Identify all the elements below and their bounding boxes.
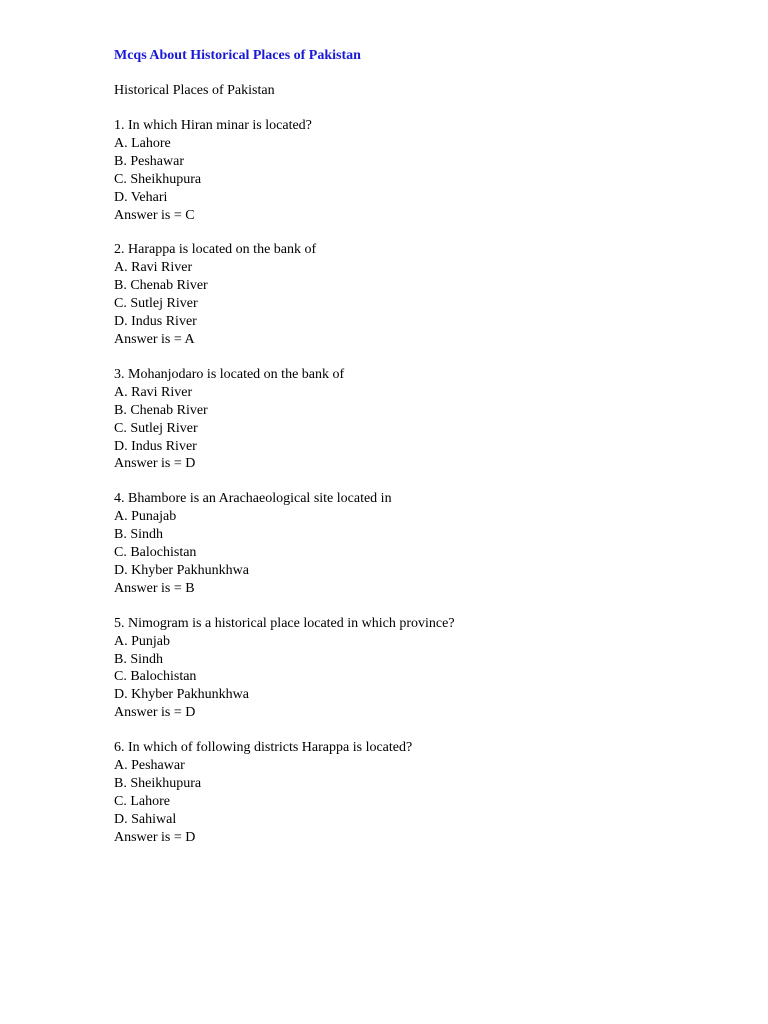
document-title: Mcqs About Historical Places of Pakistan xyxy=(114,48,361,63)
answer-option: B. Sheikhupura xyxy=(114,776,202,791)
answer-option: C. Balochistan xyxy=(114,669,197,685)
question-text: 4. Bhambore is an Arachaeological site located in xyxy=(114,491,392,507)
answer-key: Answer is = B xyxy=(114,580,195,596)
question-block xyxy=(114,241,734,348)
question-block xyxy=(114,117,734,224)
answer-option: A. Punajab xyxy=(114,509,177,525)
document-page xyxy=(114,46,734,847)
answer-key: Answer is = D xyxy=(114,705,196,721)
answer-option: D. Indus River xyxy=(114,314,197,330)
question-block xyxy=(114,490,734,597)
answer-option: C. Sutlej River xyxy=(114,296,198,312)
answer-key: Answer is = C xyxy=(114,207,195,223)
answer-option: C. Balochistan xyxy=(114,545,197,561)
question-text: 5. Nimogram is a historical place located in which province? xyxy=(114,615,455,631)
question-text: 1. In which Hiran minar is located? xyxy=(114,118,312,133)
question-text: 2. Harappa is located on the bank of xyxy=(114,242,317,258)
answer-option: B. Chenab River xyxy=(114,402,208,418)
question-block xyxy=(114,615,734,722)
answer-option: A. Peshawar xyxy=(114,758,185,774)
answer-key: Answer is = D xyxy=(114,456,196,472)
answer-option: A. Lahore xyxy=(114,135,171,151)
question-text: 3. Mohanjodaro is located on the bank of xyxy=(114,366,345,382)
answer-option: D. Indus River xyxy=(114,438,197,454)
answer-option: A. Ravi River xyxy=(114,260,193,276)
answer-option: D. Khyber Pakhunkhwa xyxy=(114,687,249,703)
question-list xyxy=(114,117,734,847)
answer-option: D. Vehari xyxy=(114,189,168,205)
answer-option: B. Sindh xyxy=(114,527,164,543)
answer-key: Answer is = A xyxy=(114,331,195,347)
answer-option: B. Chenab River xyxy=(114,278,208,294)
answer-option: D. Sahiwal xyxy=(114,811,177,827)
document-subtitle: Historical Places of Pakistan xyxy=(114,83,275,98)
answer-option: A. Punjab xyxy=(114,633,170,649)
answer-option: D. Khyber Pakhunkhwa xyxy=(114,562,249,578)
answer-option: B. Sindh xyxy=(114,651,164,667)
answer-key: Answer is = D xyxy=(114,829,196,845)
answer-option: A. Ravi River xyxy=(114,384,193,400)
answer-option: C. Sutlej River xyxy=(114,420,198,436)
question-block xyxy=(114,739,734,846)
answer-option: C. Lahore xyxy=(114,793,170,809)
question-text: 6. In which of following districts Harappa is located? xyxy=(114,740,413,756)
question-block xyxy=(114,366,734,473)
answer-option: B. Peshawar xyxy=(114,153,184,169)
answer-option: C. Sheikhupura xyxy=(114,171,202,187)
